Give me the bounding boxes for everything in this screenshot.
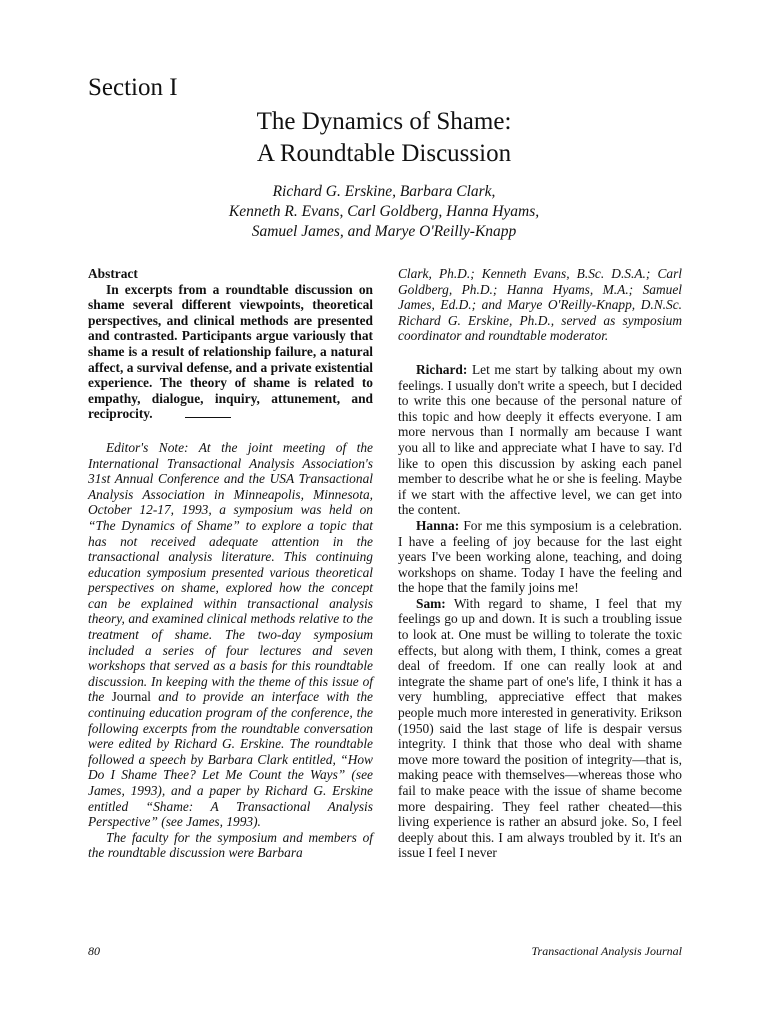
- abstract-text: [88, 282, 373, 422]
- right-column: [398, 266, 682, 861]
- authors-line-2: Kenneth R. Evans, Carl Goldberg, Hanna Hyams,: [228, 203, 540, 220]
- speech-text: With regard to shame, I feel that my feelings go up and down. It is such a troubling issue to look at. One must be willing to tolerate the toxic effects, but along with them, I think, comes a great deal of freedom. If one can really look at and integrate the shame part of one's life, I think it has a very humbling, appreciative effect that makes people much more interested in generativity. Erikson (1950) said the last stage of life is despair versus integrity. I think that those who deal with shame move more toward the position of integrity—that is, making peace with themselves—whereas those who fail to make peace with the issue of shame become more despairing. They feel rather cheated—this living experience is rather an absurd joke. So, I feel deeply about this. I am always troubled by it. It's an issue I feel I never: [398, 595, 682, 861]
- title-line-2: A Roundtable Discussion: [256, 140, 512, 167]
- title-line-1: The Dynamics of Shame:: [256, 108, 512, 135]
- journal-name: Transactional Analysis Journal: [531, 944, 682, 958]
- abstract-heading: Abstract: [88, 266, 138, 281]
- article-title: [0, 106, 768, 170]
- speaker-name: Sam:: [416, 595, 446, 611]
- faculty-note-continued: Clark, Ph.D.; Kenneth Evans, B.Sc. D.S.A.; Carl Goldberg, Ph.D.; Hanna Hyams, M.A.; Samuel James, Ed.D.; and Marye O'Reilly-Knapp, D.N.Sc. Richard G. Erskine, Ph.D., served as symposium coordinator and roundtable moderator.: [398, 266, 682, 344]
- speaker-name: Richard:: [416, 361, 468, 377]
- dialogue-sam: [398, 596, 682, 861]
- abstract-divider: [185, 417, 231, 418]
- dialogue-richard: [398, 362, 682, 518]
- editors-note: [88, 440, 373, 830]
- left-column: [88, 266, 373, 861]
- authors-line-1: Richard G. Erskine, Barbara Clark,: [272, 183, 496, 200]
- authors-line-3: Samuel James, and Marye O'Reilly-Knapp: [251, 223, 517, 240]
- speech-text: Let me start by talking about my own feelings. I usually don't write a speech, but I decided to write this one because of the personal nature of this topic and how deeply it effects everyone. I am more nervous than I normally am because I want you all to like and appreciate what I have to say. I'd like to open this discussion by asking each panel member to describe what he or she is feeling. Maybe if we start with the affective level, we can get into the content.: [398, 361, 682, 518]
- author-list: [0, 182, 768, 242]
- journal-word: Journal: [111, 689, 152, 705]
- page-number: 80: [88, 944, 100, 958]
- editors-note-part-2: and to provide an interface with the continuing education program of the conference, the following excerpts from the roundtable conversation were edited by Richard G. Erskine. The roundtable followed a speech by Barbara Clark entitled, “How Do I Shame Thee? Let Me Count the Ways” (see James, 1993), and a paper by Richard G. Erskine entitled “Shame: A Transactional Analysis Perspective” (see James, 1993).: [88, 689, 373, 830]
- faculty-note: The faculty for the symposium and members of the roundtable discussion were Barbara: [88, 829, 373, 861]
- editors-note-part-1: Editor's Note: At the joint meeting of the International Transactional Analysis Association's 31st Annual Conference and the USA Transactional Analysis Association in Minneapolis, Minnesota, October 12-17, 1993, a symposium was held on “The Dynamics of Shame” to explore a topic that has not received adequate attention in the transactional analysis literature. This continuing education symposium presented various theoretical perspectives on shame, explored how the concept can be explained within transactional analysis theory, and examined clinical methods relative to the treatment of shame. The two-day symposium included a series of four lectures and seven workshops that served as a basis for this roundtable discussion. In keeping with the theme of this issue of the: [88, 439, 373, 705]
- speaker-name: Hanna:: [416, 517, 460, 533]
- speech-text: For me this symposium is a celebration. I have a feeling of joy because for the last eight years I've been working alone, teaching, and doing workshops on shame. Today I have the feeling and the hope that the family joins me!: [398, 517, 682, 596]
- section-heading: Section I: [88, 74, 178, 101]
- abstract-body: In excerpts from a roundtable discussion on shame several different viewpoints, theoretical perspectives, and clinical methods are presented and contrasted. Participants argue variously that shame is a result of relationship failure, a natural affect, a survival defense, and a private existential experience. The theory of shame is related to empathy, dialogue, inquiry, attunement, and reciprocity.: [88, 281, 373, 422]
- dialogue-hanna: [398, 518, 682, 596]
